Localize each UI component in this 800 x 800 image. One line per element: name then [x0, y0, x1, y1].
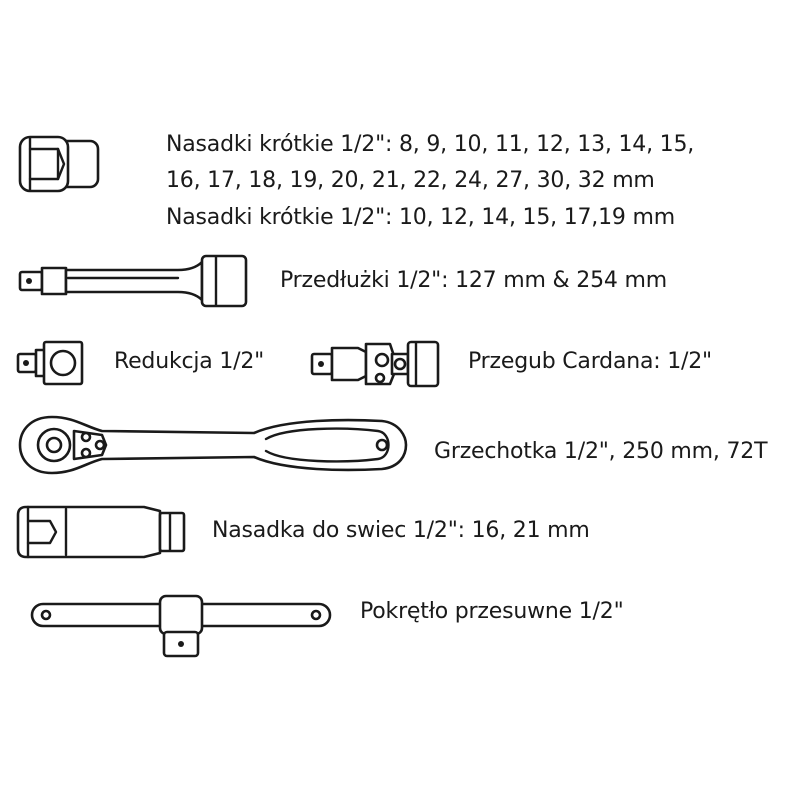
t-bar-label: Pokrętło przesuwne 1/2"	[360, 599, 624, 624]
spark-plug-socket-icon	[14, 503, 186, 561]
socket-icon	[18, 135, 100, 193]
universal-joint-icon	[308, 336, 442, 392]
short-sockets-label-line-2: 16, 17, 18, 19, 20, 21, 22, 24, 27, 30, 32 mm	[166, 168, 655, 193]
universal-joint-label: Przegub Cardana: 1/2"	[468, 349, 712, 374]
short-sockets-label-line-1: Nasadki krótkie 1/2": 8, 9, 10, 11, 12, 13, 14, 15,	[166, 132, 695, 157]
extensions-label: Przedłużki 1/2": 127 mm & 254 mm	[280, 268, 667, 293]
extension-bar-icon	[16, 254, 252, 308]
adapter-label: Redukcja 1/2"	[114, 349, 265, 374]
short-sockets-label-line-3: Nasadki krótkie 1/2": 10, 12, 14, 15, 17,19 mm	[166, 205, 675, 230]
ratchet-label: Grzechotka 1/2", 250 mm, 72T	[434, 439, 768, 464]
sliding-t-bar-icon	[30, 592, 332, 658]
ratchet-icon	[16, 413, 408, 477]
adapter-icon	[16, 340, 84, 386]
spark-plug-socket-label: Nasadka do swiec 1/2": 16, 21 mm	[212, 518, 590, 543]
